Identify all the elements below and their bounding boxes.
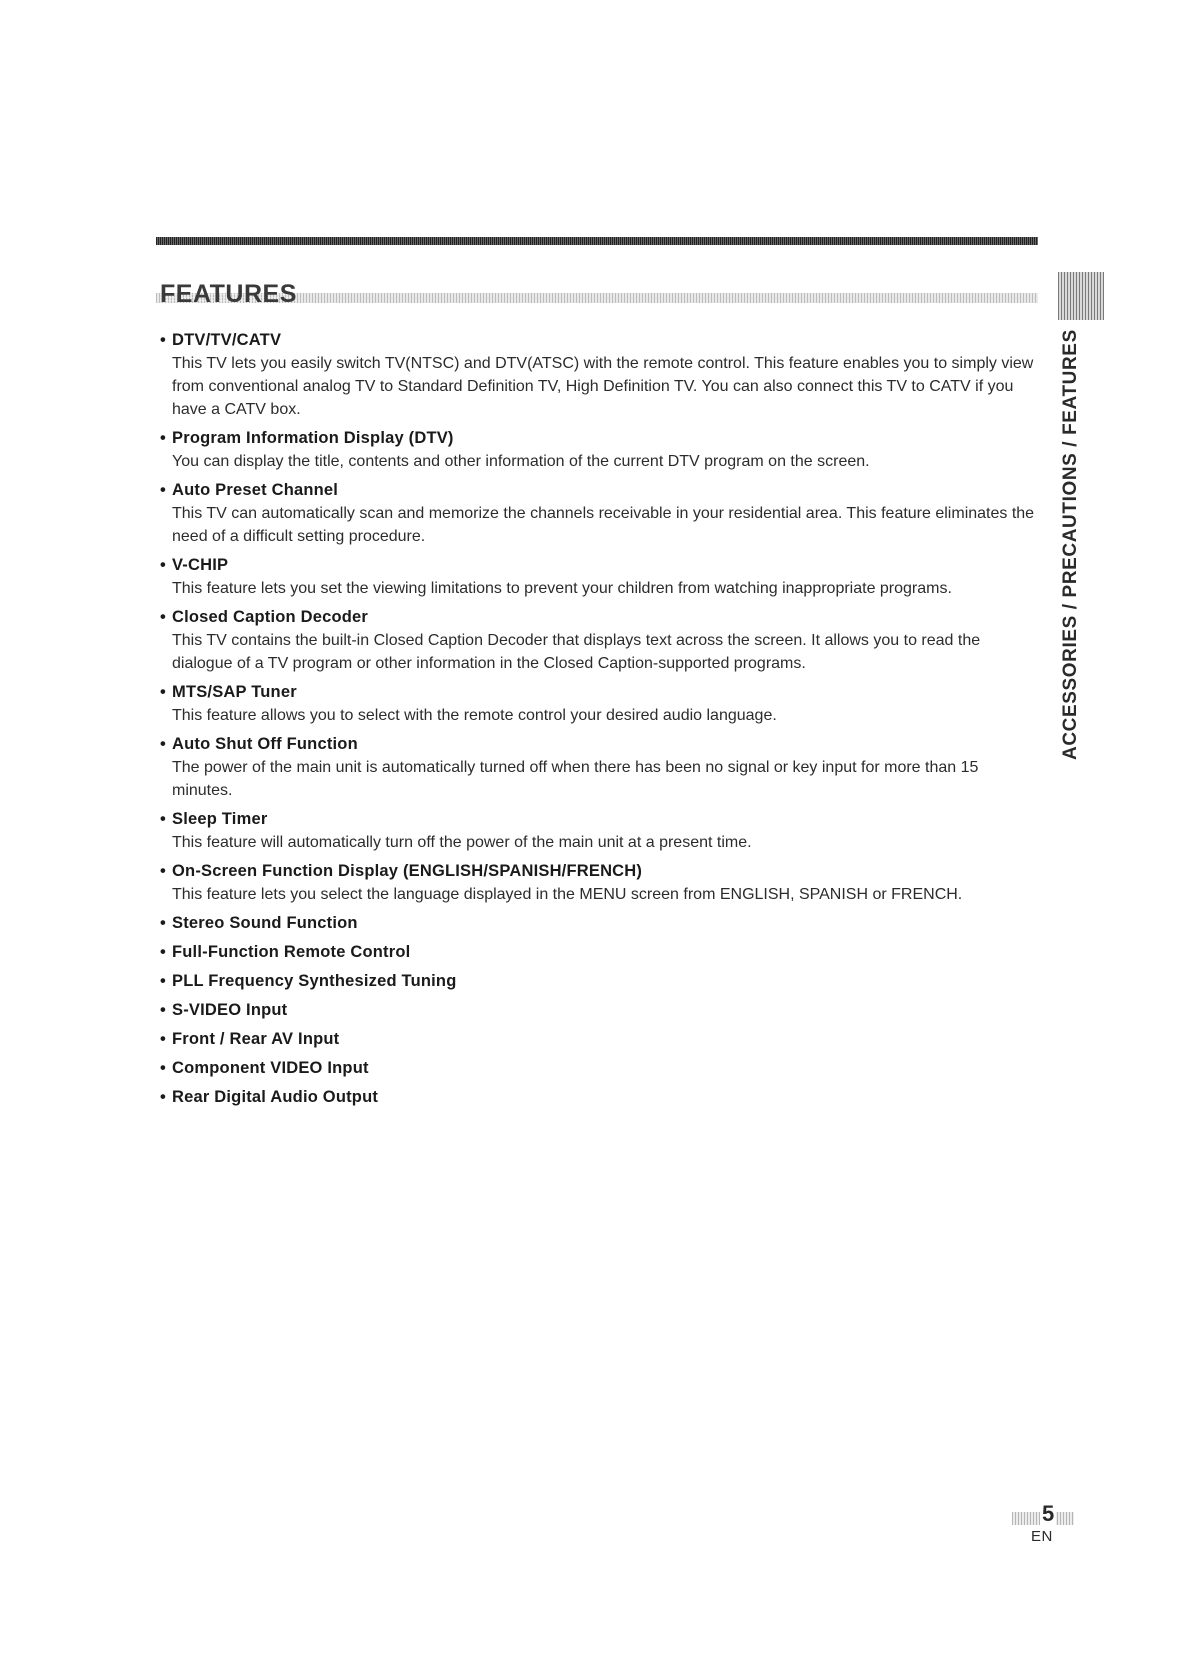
feature-title: • Closed Caption Decoder	[160, 605, 1040, 629]
feature-title: • Auto Shut Off Function	[160, 732, 1040, 756]
feature-description: You can display the title, contents and other information of the current DTV program on the screen.	[172, 453, 870, 470]
side-tab-marker	[1058, 272, 1104, 320]
feature-description: This feature lets you set the viewing limitations to prevent your children from watching inappropriate programs.	[172, 580, 952, 597]
feature-description: The power of the main unit is automatically turned off when there has been no signal or key input for more than 15 minutes.	[172, 759, 979, 799]
page-number: 5	[1042, 1501, 1055, 1526]
feature-description: This TV can automatically scan and memorize the channels receivable in your residential area. This feature eliminates the need of a difficult setting procedure.	[172, 505, 1035, 545]
language-code: EN	[1031, 1528, 1053, 1545]
feature-title: • Stereo Sound Function	[160, 911, 1040, 935]
feature-item	[160, 940, 1040, 964]
feature-description: This feature lets you select the language displayed in the MENU screen from ENGLISH, SPANISH or FRENCH.	[172, 886, 963, 903]
feature-item	[160, 426, 1040, 473]
feature-item	[160, 859, 1040, 906]
feature-item	[160, 807, 1040, 854]
top-rule	[156, 237, 1038, 245]
feature-description: This feature will automatically turn off the power of the main unit at a present time.	[172, 834, 752, 851]
feature-title: • V-CHIP	[160, 553, 1040, 577]
feature-title: • DTV/TV/CATV	[160, 328, 1040, 352]
side-tab-label: ACCESSORIES / PRECAUTIONS / FEATURES	[1060, 329, 1081, 760]
feature-item	[160, 553, 1040, 600]
feature-item	[160, 911, 1040, 935]
feature-item	[160, 680, 1040, 727]
feature-title: • Program Information Display (DTV)	[160, 426, 1040, 450]
feature-item	[160, 478, 1040, 548]
feature-title: • Rear Digital Audio Output	[160, 1085, 1040, 1109]
feature-title: • MTS/SAP Tuner	[160, 680, 1040, 704]
feature-list	[160, 328, 1040, 1114]
feature-title: • Sleep Timer	[160, 807, 1040, 831]
feature-item	[160, 328, 1040, 421]
feature-item	[160, 969, 1040, 993]
section-header	[156, 280, 1038, 312]
feature-title: • Front / Rear AV Input	[160, 1027, 1040, 1051]
feature-title: • On-Screen Function Display (ENGLISH/SPANISH/FRENCH)	[160, 859, 1040, 883]
section-title: FEATURES	[160, 280, 297, 308]
feature-item	[160, 605, 1040, 675]
feature-title: • Full-Function Remote Control	[160, 940, 1040, 964]
feature-description: This feature allows you to select with the remote control your desired audio language.	[172, 707, 777, 724]
feature-title: • S-VIDEO Input	[160, 998, 1040, 1022]
feature-description: This TV contains the built-in Closed Caption Decoder that displays text across the screen. It allows you to read the dialogue of a TV program or other information in the Closed Caption-supported programs.	[172, 632, 981, 672]
feature-item	[160, 732, 1040, 802]
feature-description: This TV lets you easily switch TV(NTSC) and DTV(ATSC) with the remote control. This feature enables you to simply view from conventional analog TV to Standard Definition TV, High Definition TV. You can also connect this TV to CATV if you have a CATV box.	[172, 355, 1034, 418]
feature-item	[160, 998, 1040, 1022]
feature-title: • PLL Frequency Synthesized Tuning	[160, 969, 1040, 993]
feature-item	[160, 1027, 1040, 1051]
feature-item	[160, 1085, 1040, 1109]
feature-item	[160, 1056, 1040, 1080]
feature-title: • Component VIDEO Input	[160, 1056, 1040, 1080]
feature-title: • Auto Preset Channel	[160, 478, 1040, 502]
